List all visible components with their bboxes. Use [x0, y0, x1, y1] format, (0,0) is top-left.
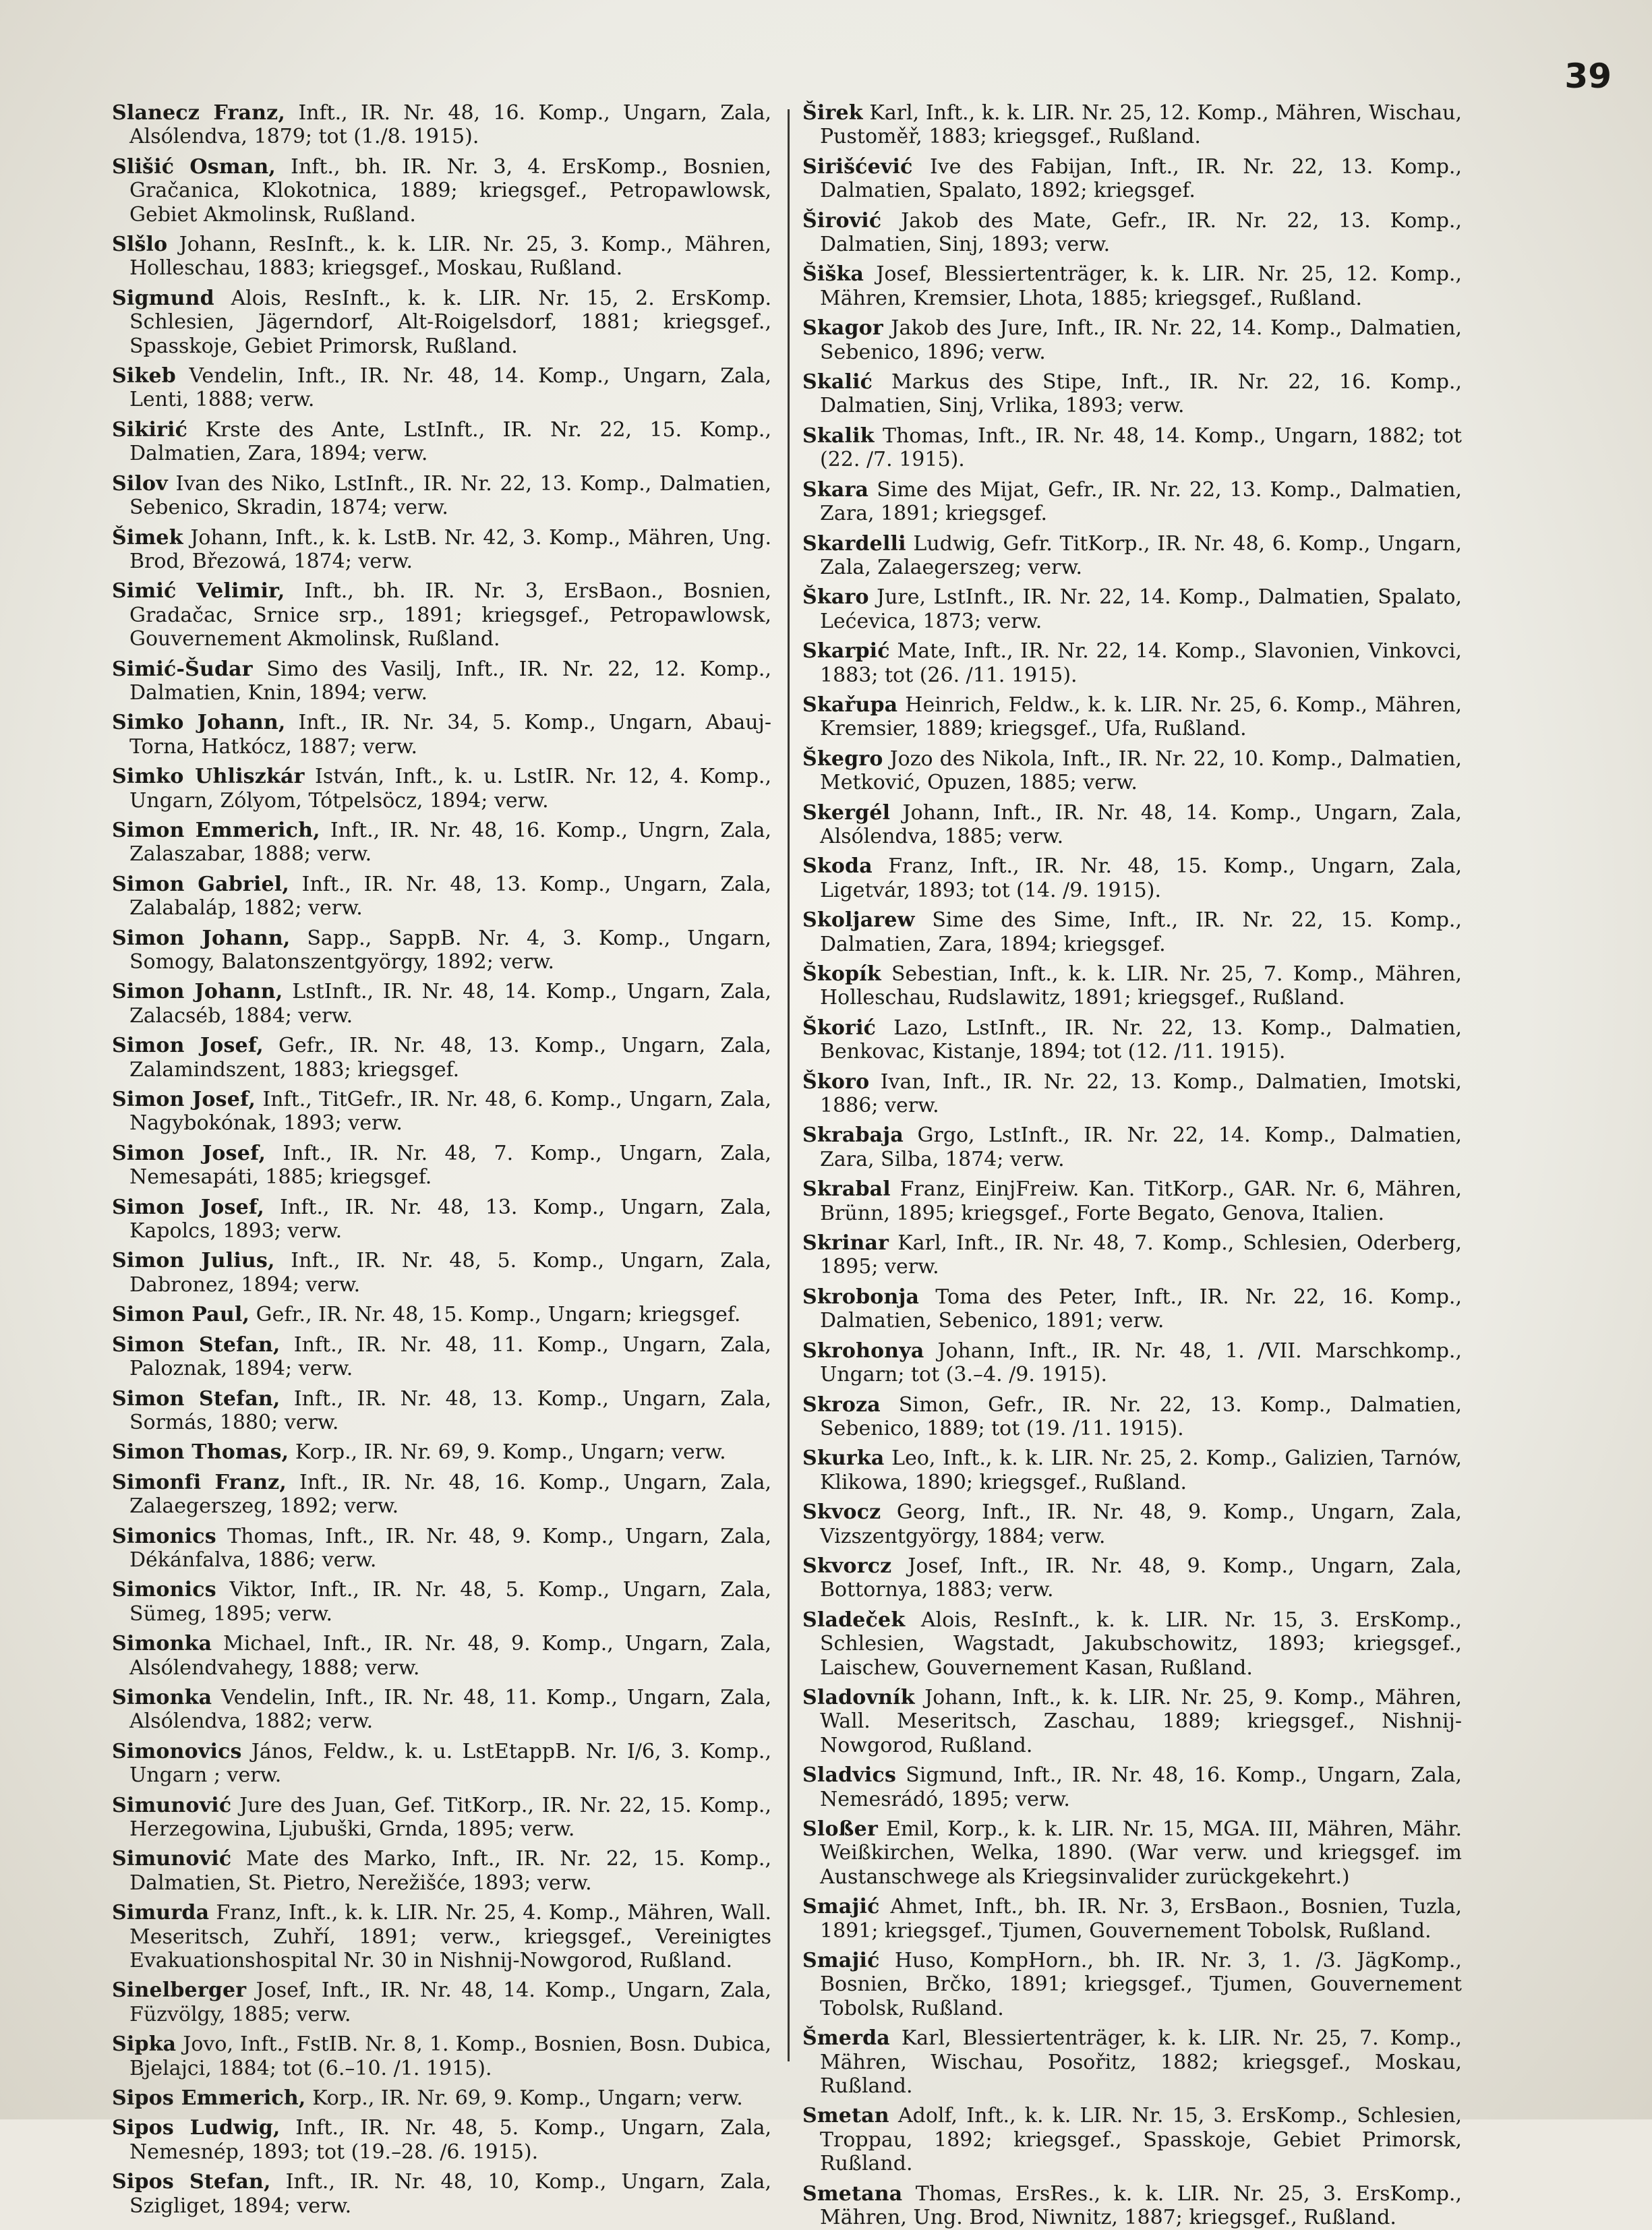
register-entry [802, 1554, 1462, 1602]
entry-name: Šimek [112, 525, 183, 550]
register-entry [802, 424, 1462, 472]
register-entry [802, 1285, 1462, 1333]
entry-details: Heinrich, Feldw., k. k. LIR. Nr. 25, 6. Komp., Mähren, Kremsier, 1889; kriegsgef., Ufa, Rußland. [820, 693, 1462, 741]
entry-name: Sipos Stefan, [112, 2170, 271, 2194]
register-entry [112, 1333, 771, 1381]
register-entry [802, 1177, 1462, 1225]
entry-details: Franz, Inft., IR. Nr. 48, 15. Komp., Ungarn, Zala, Ligetvár, 1893; tot (14. /9. 1915). [820, 854, 1462, 902]
register-entry [112, 155, 771, 227]
register-entry [112, 765, 771, 813]
entry-name: Silov [112, 471, 168, 496]
entry-name: Simunović [112, 1847, 232, 1871]
entry-name: Škaro [802, 585, 869, 610]
register-entry [112, 927, 771, 974]
entry-details: Korp., IR. Nr. 69, 9. Komp., Ungarn; verw. [295, 1440, 726, 1465]
entry-details: Jure des Juan, Gef. TitKorp., IR. Nr. 22, 15. Komp., Herzegowina, Ljubuški, Grnda, 1895; verw. [129, 1793, 771, 1841]
register-entry [112, 1034, 771, 1082]
entry-name: Skrabaja [802, 1123, 904, 1148]
register-entry [802, 1446, 1462, 1494]
entry-details: Johann, ResInft., k. k. LIR. Nr. 25, 3. Komp., Mähren, Holleschau, 1883; kriegsgef., Moskau, Rußland. [129, 233, 771, 281]
entry-details: Inft., IR. Nr. 48, 10, Komp., Ungarn, Zala, Szigliget, 1894; verw. [129, 2170, 771, 2218]
register-entry [112, 2170, 771, 2218]
entry-name: Skrinar [802, 1231, 889, 1256]
register-entry [802, 262, 1462, 310]
entry-details: Alois, ResInft., k. k. LIR. Nr. 15, 2. ErsKomp. Schlesien, Jägerndorf, Alt-Roigelsdorf, 1881; kriegsgef., Spasskoje, Gebiet Primorsk, Rußland. [129, 286, 771, 358]
entry-details: Ivan des Niko, LstInft., IR. Nr. 22, 13. Komp., Dalmatien, Sebenico, Skradin, 1874; verw. [129, 471, 771, 520]
entry-name: Simonka [112, 1632, 212, 1656]
entry-name: Sladvics [802, 1763, 897, 1788]
entry-name: Simon Josef, [112, 1195, 264, 1219]
register-entry [112, 1794, 771, 1842]
entry-name: Simunović [112, 1793, 232, 1817]
entry-details: Jovo, Inft., FstIB. Nr. 8, 1. Komp., Bosnien, Bosn. Dubica, Bjelajci, 1884; tot (6.–10. /1. 1915). [129, 2032, 771, 2080]
register-entry [802, 1608, 1462, 1680]
register-entry [802, 1949, 1462, 2020]
entry-details: Inft., IR. Nr. 48, 7. Komp., Ungarn, Zala, Nemesapáti, 1885; kriegsgef. [129, 1141, 772, 1190]
entry-details: Ludwig, Gefr. TitKorp., IR. Nr. 48, 6. Komp., Ungarn, Zala, Zalaegerszeg; verw. [820, 531, 1462, 579]
register-entry [112, 1387, 771, 1435]
entry-details: Inft., IR. Nr. 48, 16. Komp., Ungrn, Zala, Zalaszabar, 1888; verw. [129, 818, 772, 867]
entry-details: Thomas, Inft., IR. Nr. 48, 14. Komp., Ungarn, 1882; tot (22. /7. 1915). [820, 423, 1462, 472]
entry-details: Karl, Inft., k. k. LIR. Nr. 25, 12. Komp., Mähren, Wischau, Pustoměř, 1883; kriegsgef., Rußland. [820, 101, 1463, 149]
register-entry [112, 2116, 771, 2164]
entry-details: Inft., IR. Nr. 48, 16. Komp., Ungarn, Zala, Zalaegerszeg, 1892; verw. [129, 1470, 771, 1519]
register-entry [802, 1895, 1462, 1943]
entry-details: Inft., IR. Nr. 48, 11. Komp., Ungarn, Zala, Paloznak, 1894; verw. [129, 1332, 771, 1381]
register-entry [112, 657, 771, 705]
entry-name: Smajić [802, 1895, 880, 1919]
entry-name: Simko Johann, [112, 711, 286, 735]
register-entry [802, 1070, 1462, 1118]
entry-details: Inft., IR. Nr. 48, 5. Komp., Ungarn, Zala, Nemesnép, 1893; tot (19.–28. /6. 1915). [129, 2116, 771, 2164]
entry-name: Skvorcz [802, 1554, 892, 1578]
register-entry [802, 908, 1462, 956]
entry-name: Skoljarew [802, 908, 915, 933]
entry-name: Simon Stefan, [112, 1386, 281, 1411]
register-entry [112, 1303, 771, 1326]
entry-name: Simonovics [112, 1739, 242, 1763]
entry-name: Simurda [112, 1901, 210, 1925]
entry-name: Simon Josef, [112, 1088, 256, 1112]
entry-name: Smetan [802, 2104, 889, 2128]
entry-name: Sipos Ludwig, [112, 2116, 281, 2140]
entry-name: Smajić [802, 1949, 880, 1973]
entry-name: Simonka [112, 1685, 212, 1709]
entry-name: Sikirić [112, 417, 188, 442]
entry-details: Inft., bh. IR. Nr. 3, ErsBaon., Bosnien, Gradačac, Srnice srp., 1891; kriegsgef., Petropawlowsk, Gouvernement Akmolinsk, Rußland. [129, 579, 771, 651]
entry-name: Škorić [802, 1016, 877, 1040]
register-entry [112, 2086, 771, 2110]
entry-details: Josef, Inft., IR. Nr. 48, 9. Komp., Ungarn, Zala, Bottornya, 1883; verw. [820, 1554, 1462, 1602]
entry-details: Johann, Inft., k. k. LstB. Nr. 42, 3. Komp., Mähren, Ung. Brod, Březowá, 1874; verw. [129, 525, 771, 573]
register-entry [802, 1016, 1462, 1064]
entry-name: Skvocz [802, 1500, 881, 1525]
register-entry [112, 1525, 771, 1573]
register-entry [112, 1440, 771, 1464]
entry-details: Huso, KompHorn., bh. IR. Nr. 3, 1. /3. JägKomp., Bosnien, Brčko, 1891; kriegsgef., Tjumen, Gouvernement Tobolsk, Rußland. [820, 1949, 1462, 2020]
entry-details: Jozo des Nikola, Inft., IR. Nr. 22, 10. Komp., Dalmatien, Metković, Opuzen, 1885; verw. [820, 746, 1462, 795]
entry-details: Gefr., IR. Nr. 48, 13. Komp., Ungarn, Zala, Zalamindszent, 1883; kriegsgef. [129, 1034, 771, 1082]
entry-details: Inft., IR. Nr. 34, 5. Komp., Ungarn, Abauj-Torna, Hatkócz, 1887; verw. [129, 711, 771, 759]
register-entry [112, 1088, 771, 1136]
register-entry [112, 819, 771, 867]
entry-name: Šiška [802, 262, 864, 287]
register-entry [802, 532, 1462, 580]
entry-details: Josef, Inft., IR. Nr. 48, 14. Komp., Ungarn, Zala, Füzvölgy, 1885; verw. [129, 1978, 771, 2026]
entry-name: Sladovník [802, 1685, 915, 1709]
register-entry [802, 209, 1462, 257]
entry-name: Simon Stefan, [112, 1332, 281, 1357]
entry-name: Skagor [802, 316, 883, 341]
register-entry [802, 585, 1462, 633]
register-entry [112, 711, 771, 759]
entry-name: Simić-Šudar [112, 657, 253, 681]
entry-name: Skrohonya [802, 1339, 924, 1363]
register-entry [112, 579, 771, 651]
register-entry [112, 1686, 771, 1734]
entry-name: Sloßer [802, 1817, 878, 1841]
entry-details: Mate, Inft., IR. Nr. 22, 14. Komp., Slavonien, Vinkovci, 1883; tot (26. /11. 1915). [820, 639, 1462, 687]
register-entry [112, 1196, 771, 1243]
register-entry [112, 472, 771, 520]
entry-name: Simko Uhliszkár [112, 765, 305, 789]
entry-details: Simo des Vasilj, Inft., IR. Nr. 22, 12. Komp., Dalmatien, Knin, 1894; verw. [129, 657, 771, 705]
register-entry [802, 2182, 1462, 2230]
entry-details: Inft., IR. Nr. 48, 16. Komp., Ungarn, Zala, Alsólendva, 1879; tot (1./8. 1915). [129, 101, 771, 149]
entry-details: Alois, ResInft., k. k. LIR. Nr. 15, 3. ErsKomp., Schlesien, Wagstadt, Jakubschowitz, 1893; kriegsgef., Laischew, Gouvernement Kasan, Rußland. [820, 1608, 1462, 1680]
entry-details: Jakob des Mate, Gefr., IR. Nr. 22, 13. Komp., Dalmatien, Sinj, 1893; verw. [820, 208, 1462, 257]
entry-details: Inft., bh. IR. Nr. 3, 4. ErsKomp., Bosnien, Gračanica, Klokotnica, 1889; kriegsgef., Petropawlowsk, Gebiet Akmolinsk, Rußland. [129, 154, 772, 227]
entry-name: Širović [802, 208, 882, 233]
entry-details: Inft., IR. Nr. 48, 13. Komp., Ungarn, Zala, Kapolcs, 1893; verw. [129, 1195, 771, 1243]
register-entry [802, 478, 1462, 526]
entry-details: Karl, Inft., IR. Nr. 48, 7. Komp., Schlesien, Oderberg, 1895; verw. [820, 1231, 1462, 1279]
entry-name: Sikeb [112, 364, 176, 388]
entry-details: Gefr., IR. Nr. 48, 15. Komp., Ungarn; kriegsgef. [256, 1303, 741, 1327]
entry-details: Grgo, LstInft., IR. Nr. 22, 14. Komp., Dalmatien, Zara, Silba, 1874; verw. [820, 1123, 1462, 1171]
entry-details: Leo, Inft., k. k. LIR. Nr. 25, 2. Komp., Galizien, Tarnów, Klikowa, 1890; kriegsgef., Rußland. [820, 1446, 1462, 1494]
entry-details: Johann, Inft., IR. Nr. 48, 14. Komp., Ungarn, Zala, Alsólendva, 1885; verw. [820, 800, 1462, 848]
register-entry [802, 1817, 1462, 1889]
entry-details: Sigmund, Inft., IR. Nr. 48, 16. Komp., Ungarn, Zala, Nemesrádó, 1895; verw. [820, 1763, 1462, 1811]
register-entry [802, 1686, 1462, 1757]
entry-name: Širek [802, 101, 863, 125]
entry-details: Emil, Korp., k. k. LIR. Nr. 15, MGA. III, Mähren, Mähr. Weißkirchen, Welka, 1890. (War verw. und kriegsgef. im Austanschwege als Kriegsinvalider zurückgekehrt.) [820, 1817, 1462, 1889]
entry-details: Franz, Inft., k. k. LIR. Nr. 25, 4. Komp., Mähren, Wall. Meseritsch, Zuhří, 1891; verw., kriegsgef., Vereinigtes Evakuationshospital Nr. 30 in Nishnij-Nowgorod, Rußland. [129, 1901, 771, 1973]
register-entry [112, 980, 771, 1028]
register-entry [802, 1393, 1462, 1441]
register-entry [802, 639, 1462, 687]
entry-details: Jakob des Jure, Inft., IR. Nr. 22, 14. Komp., Dalmatien, Sebenico, 1896; verw. [820, 316, 1462, 364]
entry-name: Sigmund [112, 286, 214, 310]
entry-details: Simon, Gefr., IR. Nr. 22, 13. Komp., Dalmatien, Sebenico, 1889; tot (19. /11. 1915). [820, 1392, 1462, 1440]
entry-name: Skrobonja [802, 1285, 920, 1309]
entry-name: Simon Emmerich, [112, 818, 320, 842]
entry-name: Simonics [112, 1578, 216, 1602]
entry-details: Inft., TitGefr., IR. Nr. 48, 6. Komp., Ungarn, Zala, Nagybokónak, 1893; verw. [129, 1088, 771, 1136]
entry-details: Inft., IR. Nr. 48, 13. Komp., Ungarn, Zala, Sormás, 1880; verw. [129, 1386, 771, 1434]
entry-details: Sime des Sime, Inft., IR. Nr. 22, 15. Komp., Dalmatien, Zara, 1894; kriegsgef. [820, 908, 1462, 956]
entry-details: Franz, EinjFreiw. Kan. TitKorp., GAR. Nr. 6, Mähren, Brünn, 1895; kriegsgef., Forte Begato, Genova, Italien. [820, 1177, 1463, 1225]
register-entry [112, 101, 771, 149]
entry-details: Ahmet, Inft., bh. IR. Nr. 3, ErsBaon., Bosnien, Tuzla, 1891; kriegsgef., Tjumen, Gouvernement Tobolsk, Rußland. [820, 1895, 1462, 1943]
register-entry [802, 1500, 1462, 1548]
register-entry [802, 155, 1462, 203]
entry-name: Skardelli [802, 531, 906, 556]
entry-details: János, Feldw., k. u. LstEtappB. Nr. I/6, 3. Komp., Ungarn ; verw. [129, 1739, 771, 1788]
entry-name: Slanecz Franz, [112, 101, 286, 125]
entry-name: Simon Julius, [112, 1249, 275, 1273]
register-entry [112, 2032, 771, 2080]
register-entry [112, 1142, 771, 1190]
entry-name: Skalik [802, 423, 875, 448]
entry-details: Josef, Blessiertenträger, k. k. LIR. Nr. 25, 12. Komp., Mähren, Kremsier, Lhota, 1885; kriegsgef., Rußland. [820, 262, 1462, 310]
register-entry [802, 316, 1462, 364]
entry-details: Toma des Peter, Inft., IR. Nr. 22, 16. Komp., Dalmatien, Sebenico, 1891; verw. [820, 1285, 1462, 1333]
entry-name: Škegro [802, 746, 883, 771]
entry-name: Smetana [802, 2181, 903, 2206]
register-entry [802, 1231, 1462, 1279]
entry-name: Sipka [112, 2032, 177, 2057]
entry-name: Skoda [802, 854, 873, 879]
entry-name: Simon Johann, [112, 926, 291, 950]
entry-details: Mate des Marko, Inft., IR. Nr. 22, 15. Komp., Dalmatien, St. Pietro, Nerežišće, 1893; verw. [129, 1847, 771, 1895]
entry-details: Vendelin, Inft., IR. Nr. 48, 14. Komp., Ungarn, Zala, Lenti, 1888; verw. [129, 364, 771, 412]
entry-name: Skařupa [802, 693, 898, 717]
register-entry [802, 1123, 1462, 1171]
entry-name: Simon Thomas, [112, 1440, 289, 1465]
register-entry [802, 801, 1462, 849]
register-entry [112, 287, 771, 358]
register-entry [802, 1339, 1462, 1387]
register-entry [802, 2026, 1462, 2098]
entry-name: Skrabal [802, 1177, 891, 1202]
entry-details: Markus des Stipe, Inft., IR. Nr. 22, 16. Komp., Dalmatien, Sinj, Vrlika, 1893; verw. [820, 370, 1462, 418]
entry-name: Skergél [802, 800, 891, 825]
entry-name: Skurka [802, 1446, 885, 1471]
register-entry [802, 1763, 1462, 1811]
register-entry [112, 233, 771, 281]
entry-name: Simonfi Franz, [112, 1470, 287, 1494]
register-entry [112, 1978, 771, 2026]
entry-details: Johann, Inft., k. k. LIR. Nr. 25, 9. Komp., Mähren, Wall. Meseritsch, Zaschau, 1889; kriegsgef., Nishnij-Nowgorod, Rußland. [820, 1685, 1462, 1757]
entry-details: Sapp., SappB. Nr. 4, 3. Komp., Ungarn, Somogy, Balatonszentgyörgy, 1892; verw. [129, 926, 771, 974]
entry-details: Johann, Inft., IR. Nr. 48, 1. /VII. Marschkomp., Ungarn; tot (3.–4. /9. 1915). [820, 1339, 1462, 1387]
entry-details: Thomas, Inft., IR. Nr. 48, 9. Komp., Ungarn, Zala, Dékánfalva, 1886; verw. [129, 1524, 771, 1572]
entry-name: Simon Gabriel, [112, 872, 290, 896]
entry-details: Sebestian, Inft., k. k. LIR. Nr. 25, 7. Komp., Mähren, Holleschau, Rudslawitz, 1891; kriegsgef., Rußland. [820, 962, 1462, 1010]
register-entry [112, 1249, 771, 1297]
entry-details: Ive des Fabijan, Inft., IR. Nr. 22, 13. Komp., Dalmatien, Spalato, 1892; kriegsgef. [820, 154, 1462, 203]
register-entry [112, 364, 771, 412]
entry-name: Skalić [802, 370, 873, 394]
entry-name: Slšlo [112, 233, 168, 257]
entry-details: István, Inft., k. u. LstIR. Nr. 12, 4. Komp., Ungarn, Zólyom, Tótpelsöcz, 1894; verw. [129, 765, 771, 813]
entry-name: Sladeček [802, 1608, 906, 1632]
entry-name: Sipos Emmerich, [112, 2086, 306, 2111]
register-entry [112, 1740, 771, 1788]
entry-name: Simon Josef, [112, 1141, 266, 1165]
left-column [112, 101, 772, 2218]
entry-details: Lazo, LstInft., IR. Nr. 22, 13. Komp., Dalmatien, Benkovac, Kistanje, 1894; tot (12. /11. 1915). [820, 1016, 1462, 1064]
entry-details: Sime des Mijat, Gefr., IR. Nr. 22, 13. Komp., Dalmatien, Zara, 1891; kriegsgef. [820, 477, 1462, 526]
register-entry [802, 854, 1462, 902]
entry-name: Simon Paul, [112, 1303, 250, 1327]
register-entry [112, 1901, 771, 1972]
entry-details: Michael, Inft., IR. Nr. 48, 9. Komp., Ungarn, Zala, Alsólendvahegy, 1888; verw. [129, 1632, 771, 1680]
entry-details: Georg, Inft., IR. Nr. 48, 9. Komp., Ungarn, Zala, Vizszentgyörgy, 1884; verw. [820, 1500, 1462, 1548]
entry-details: Korp., IR. Nr. 69, 9. Komp., Ungarn; verw. [312, 2086, 743, 2111]
entry-details: Vendelin, Inft., IR. Nr. 48, 11. Komp., Ungarn, Zala, Alsólendva, 1882; verw. [129, 1685, 771, 1734]
entry-details: Thomas, ErsRes., k. k. LIR. Nr. 25, 3. ErsKomp., Mähren, Ung. Brod, Niwnitz, 1887; kriegsgef., Rußland. [820, 2181, 1462, 2230]
entry-name: Simonics [112, 1524, 216, 1548]
page-number: 39 [1564, 57, 1612, 96]
entry-details: Adolf, Inft., k. k. LIR. Nr. 15, 3. ErsKomp., Schlesien, Troppau, 1892; kriegsgef., Spasskoje, Gebiet Primorsk, Rußland. [820, 2104, 1462, 2176]
entry-details: Krste des Ante, LstInft., IR. Nr. 22, 15. Komp., Dalmatien, Zara, 1894; verw. [129, 417, 771, 466]
register-entry [112, 418, 771, 466]
entry-name: Škopík [802, 962, 881, 986]
entry-details: Inft., IR. Nr. 48, 13. Komp., Ungarn, Zala, Zalabaláp, 1882; verw. [129, 872, 771, 920]
register-entry [112, 1578, 771, 1626]
entry-name: Skara [802, 477, 869, 502]
entry-details: Inft., IR. Nr. 48, 5. Komp., Ungarn, Zala, Dabronez, 1894; verw. [129, 1249, 771, 1297]
register-entry [802, 747, 1462, 795]
register-entry [112, 873, 771, 920]
entry-details: LstInft., IR. Nr. 48, 14. Komp., Ungarn, Zala, Zalacséb, 1884; verw. [129, 980, 771, 1028]
column-divider [788, 109, 790, 2061]
right-column [802, 101, 1463, 2230]
register-entry [802, 962, 1462, 1010]
entry-name: Škoro [802, 1069, 870, 1094]
register-entry [112, 526, 771, 574]
entry-name: Slišić Osman, [112, 154, 276, 179]
entry-details: Jure, LstInft., IR. Nr. 22, 14. Komp., Dalmatien, Spalato, Lećevica, 1873; verw. [820, 585, 1462, 633]
entry-name: Simon Josef, [112, 1034, 264, 1058]
entry-name: Sinelberger [112, 1978, 247, 2003]
register-entry [802, 101, 1462, 149]
entry-name: Šmerda [802, 2026, 890, 2051]
register-entry [802, 693, 1462, 741]
entry-details: Viktor, Inft., IR. Nr. 48, 5. Komp., Ungarn, Zala, Sümeg, 1895; verw. [129, 1578, 771, 1626]
entry-details: Karl, Blessiertenträger, k. k. LIR. Nr. 25, 7. Komp., Mähren, Wischau, Posořitz, 1882; kriegsgef., Moskau, Rußland. [820, 2026, 1462, 2099]
register-entry [112, 1847, 771, 1895]
entry-details: Ivan, Inft., IR. Nr. 22, 13. Komp., Dalmatien, Imotski, 1886; verw. [820, 1069, 1462, 1118]
entry-name: Simon Johann, [112, 980, 283, 1004]
entry-name: Skroza [802, 1392, 881, 1417]
entry-name: Sirišćević [802, 154, 913, 179]
register-entry [802, 2104, 1462, 2175]
register-entry [112, 1471, 771, 1519]
entry-name: Simić Velimir, [112, 579, 285, 604]
register-entry [112, 1632, 771, 1680]
entry-name: Skarpić [802, 639, 890, 664]
register-entry [802, 370, 1462, 418]
